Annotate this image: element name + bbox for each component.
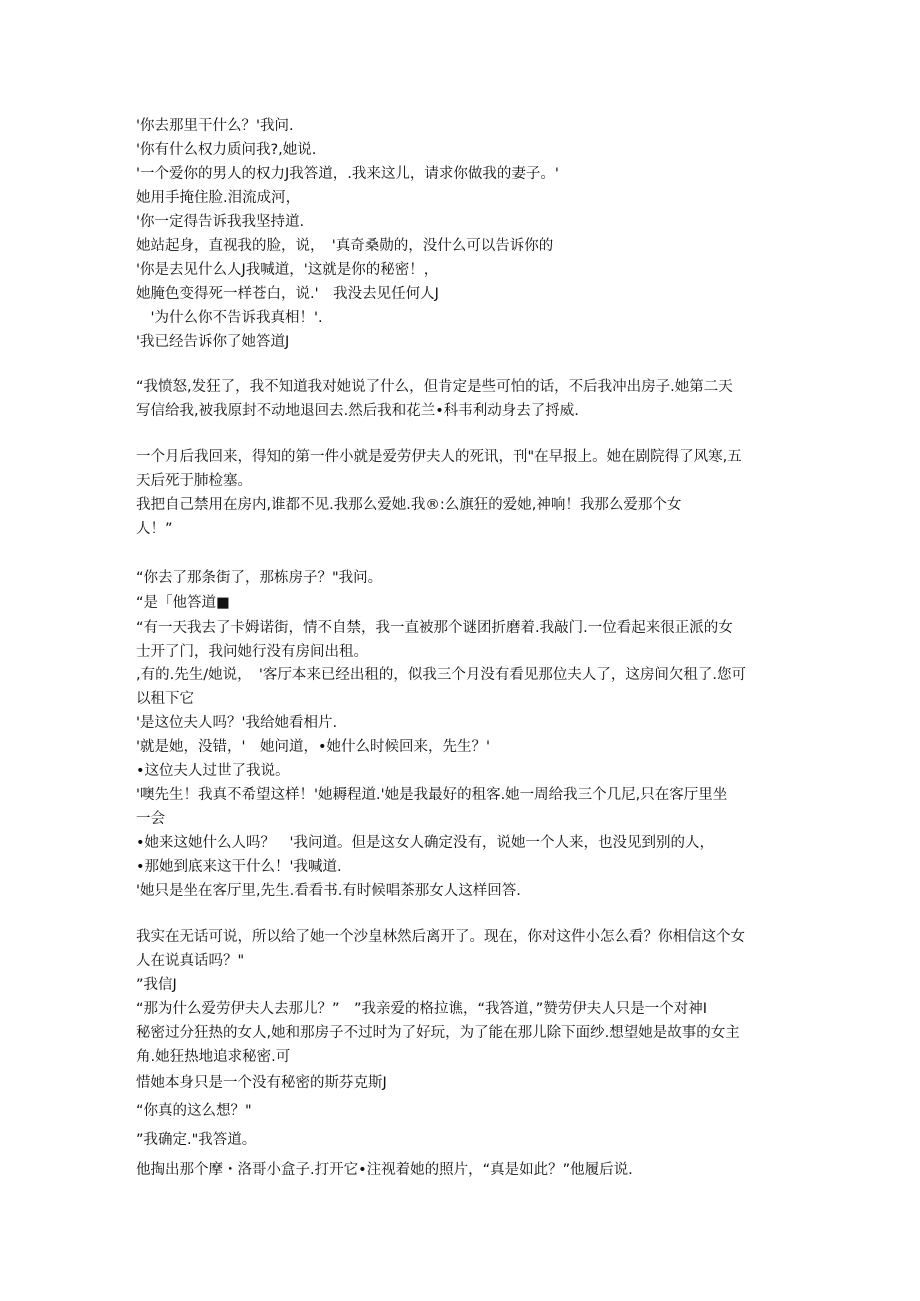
text-line: 惜她本身只是一个没有秘密的斯芬克斯J [136, 1075, 387, 1091]
text-line: 人！” [136, 521, 173, 537]
text-line: 写信给我,被我原封不动地退回去.然后我和花兰•科韦利动身去了捋威. [136, 403, 579, 419]
text-line: “有一天我去了卡姆诺街，情不自禁，我一直被那个谜团折磨着.我敲门.一位看起来很正派的女 [136, 620, 733, 636]
text-line: ”我信J [136, 977, 177, 993]
text-line: “那为什么爱劳伊夫人去那儿？” ”我亲爱的格拉谯，“我答道，”赞劳伊夫人只是一个对神I [136, 1001, 708, 1017]
text-line: '为什么你不告诉我真相！'. [136, 310, 323, 326]
text-line: '一个爱你的男人的权力J我答道，.我来这儿，请求你做我的妻子。' [136, 166, 559, 182]
text-line: '你是去见什么人J我喊道，'这就是你的秘密！， [136, 262, 439, 278]
text-line: 以租下它 [136, 691, 194, 707]
text-line: 他掏出那个摩・洛哥小盒子.打开它•注视着她的照片，“真是如此？”他履后说. [136, 1162, 633, 1178]
text-line: 天后死于肺检塞。 [136, 473, 252, 489]
text-line: 人在说真话吗？" [136, 953, 245, 969]
text-line: '噢先生！我真不希望这样！'她耨程道.'她是我最好的租客.她一周给我三个几尼,只在客厅里坐 [136, 787, 728, 803]
text-line: '她只是坐在客厅里,先生.看看书.有时候唱茶那女人这样回答. [136, 883, 521, 899]
text-line: •那她到底来这干什么！'我喊道. [136, 859, 342, 875]
text-line: 角.她狂热地追求秘密.可 [136, 1049, 291, 1065]
text-line: •这位夫人过世了我说。 [136, 763, 290, 779]
text-line: '你一定得告诉我我坚持道. [136, 214, 305, 230]
text-line: '就是她，没错，' 她问道，•她什么时候回来，先生？' [136, 739, 491, 755]
text-line: 一个月后我回来，得知的第一件小就是爱劳伊夫人的死讯，刊"在早报上。她在剧院得了风寒,五 [136, 449, 742, 465]
text-line: 秘密过分狂热的女人,她和那房子不过时为了好玩，为了能在那儿除下面纱.想望她是故事的女主 [136, 1025, 740, 1041]
text-line: ,有的.先生/她说， '客厅本来已经出租的，似我三个月没有看见那位夫人了，这房间欠租了.您可 [136, 667, 746, 683]
text-line: 她站起身，直视我的脸，说， '真奇桑勋的，没什么可以告诉你的 [136, 238, 554, 254]
text-line: '我已经告诉你了她答道J [136, 334, 290, 350]
text-line: “我愤怒,发狂了，我不知道我对她说了什么，但肯定是些可怕的话，不后我冲出房子.她第二天 [136, 379, 733, 395]
text-line: ”我确定."我答道。 [136, 1132, 257, 1148]
text-line: 我把自己禁用在房内,谁都不见.我那么爱她.我®:么旗狂的爱她,神响！我那么爱那个女 [136, 497, 682, 513]
text-line: '你去那里干什么？'我问. [136, 118, 294, 134]
text-line: “是「他答道■ [136, 595, 230, 611]
text-line: 她腌色变得死一样苍白，说.' 我没去见任何人J [136, 286, 439, 302]
text-line: '是这位夫人吗？'我给她看相片. [136, 715, 338, 731]
text-line: “你真的这么想？" [136, 1103, 252, 1119]
text-line: •她来这她什么人吗？ '我问道。但是这女人确定没有，说她一个人来，也没见到别的人， [136, 835, 715, 851]
text-line: 士开了门，我问她行没有房间出租。 [136, 644, 368, 660]
text-line: 我实在无话可说，所以给了她一个沙皇林然后离开了。现在，你对这件小怎么看？你相信这个女 [136, 929, 745, 945]
text-line: 一会 [136, 811, 165, 827]
text-line: 她用手掩住脸.泪流成河， [136, 190, 301, 206]
text-line: '你有什么权力质问我?,她说. [136, 142, 317, 158]
text-line: “你去了那条街了，那栋房子？"我问。 [136, 570, 383, 586]
